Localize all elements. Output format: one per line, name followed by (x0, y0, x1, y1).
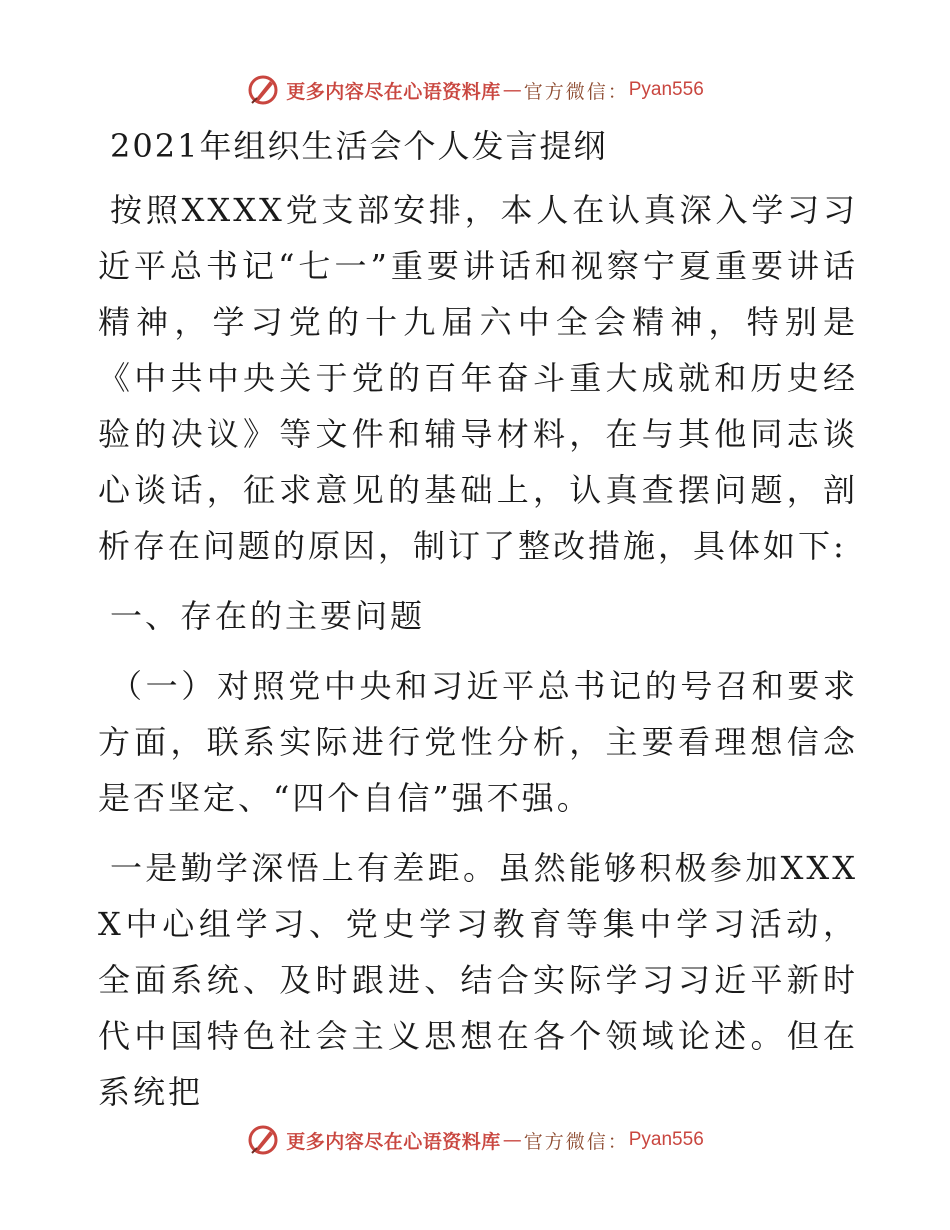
watermark-slogan: 更多内容尽在心语资料库 (286, 1130, 501, 1153)
point-paragraph: 一是勤学深悟上有差距。虽然能够积极参加XXXX中心组学习、党史学习教育等集中学习活动，全面系统、及时跟进、结合实际学习习近平新时代中国特色社会主义思想在各个领域论述。但在系统把 (98, 849, 858, 1111)
watermark-slogan: 更多内容尽在心语资料库 (286, 80, 501, 103)
watermark-dash: — (502, 1129, 522, 1151)
watermark-official-label: 官方微信： (523, 80, 629, 103)
watermark-wechat-id: Pyan556 (628, 79, 704, 100)
watermark-footer (0, 1120, 950, 1160)
quill-logo-icon (246, 73, 280, 107)
watermark-wechat-id: Pyan556 (628, 1129, 704, 1150)
watermark-header (0, 70, 950, 110)
watermark-dash: — (502, 79, 522, 101)
quill-logo-icon (246, 1123, 280, 1157)
subsection-paragraph: （一）对照党中央和习近平总书记的号召和要求方面，联系实际进行党性分析，主要看理想信念是否坚定、“四个自信”强不强。 (98, 667, 858, 817)
document-title: 2021年组织生活会个人发言提纲 (110, 127, 608, 165)
section-heading: 一、存在的主要问题 (110, 597, 426, 635)
document-body (98, 120, 858, 1134)
intro-paragraph: 按照XXXX党支部安排，本人在认真深入学习习近平总书记“七一”重要讲话和视察宁夏重要讲话精神，学习党的十九届六中全会精神，特别是《中共中央关于党的百年奋斗重大成就和历史经验的决议》等文件和辅导材料，在与其他同志谈心谈话，征求意见的基础上，认真查摆问题，剖析存在问题的原因，制订了整改措施，具体如下: (98, 191, 858, 565)
watermark-official-label: 官方微信： (523, 1130, 629, 1153)
